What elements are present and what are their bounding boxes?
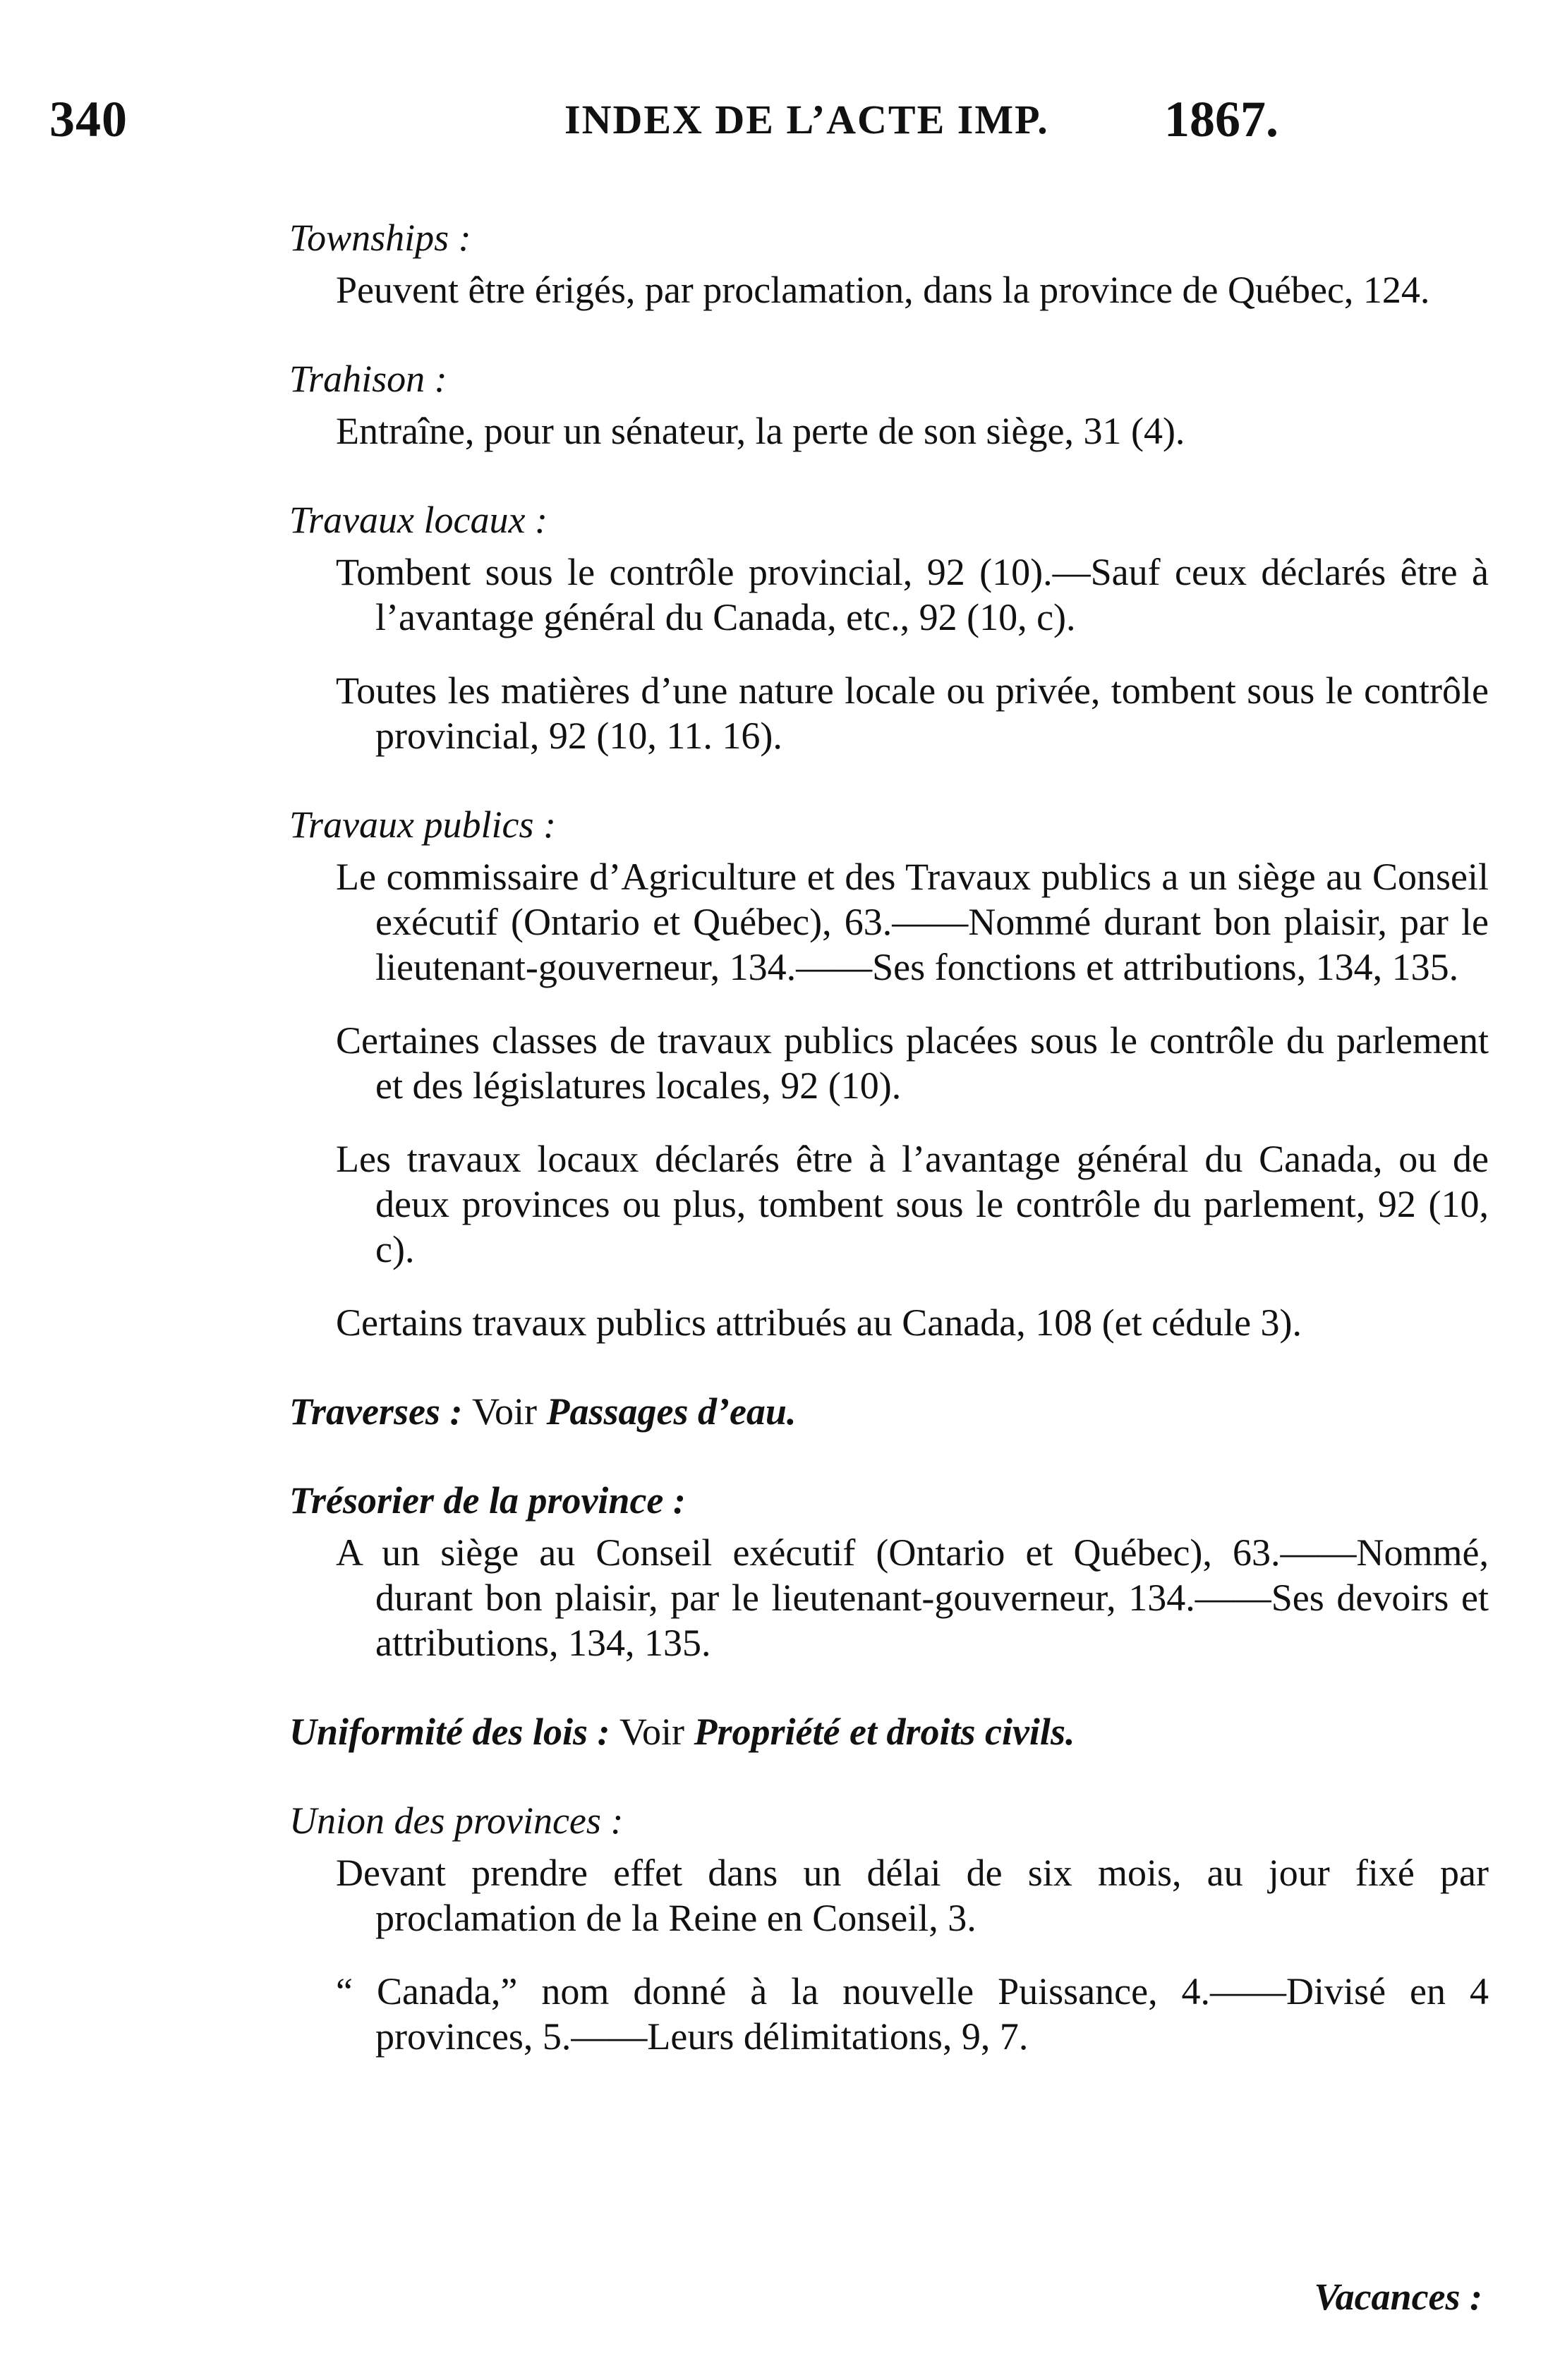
running-head-year: 1867. xyxy=(1164,91,1278,147)
see-label: Voir xyxy=(619,1711,685,1753)
entry-heading-cross-reference xyxy=(289,1709,1489,1754)
entry-heading-cross-reference xyxy=(289,1389,1489,1434)
index-entries xyxy=(289,215,1489,2103)
entry-heading-text: Trésorier de la province : xyxy=(289,1479,686,1522)
entry-paragraph: Les travaux locaux déclarés être à l’avantage général du Canada, ou de deux provinces ou plus, tombent sous le contrôle du parlement, 92 (10, c). xyxy=(336,1138,1489,1270)
catchword: Vacances : xyxy=(1314,2276,1482,2318)
entry-paragraph: Peuvent être érigés, par proclamation, dans la province de Québec, 124. xyxy=(336,269,1430,311)
index-entry-townships xyxy=(289,215,1489,312)
entry-heading: Trahison : xyxy=(289,358,447,400)
see-label: Voir xyxy=(471,1390,537,1433)
index-entry-union xyxy=(289,1798,1489,2059)
entry-paragraph: Certains travaux publics attribués au Canada, 108 (et cédule 3). xyxy=(336,1301,1302,1344)
entry-paragraph: “ Canada,” nom donné à la nouvelle Puissance, 4.——Divisé en 4 provinces, 5.——Leurs délimitations, 9, 7. xyxy=(336,1970,1489,2058)
running-head: INDEX DE L’ACTE IMP. xyxy=(564,97,1049,142)
entry-heading: Townships : xyxy=(289,217,471,259)
index-entry-trahison xyxy=(289,356,1489,454)
entry-paragraph: Certaines classes de travaux publics placées sous le contrôle du parlement et des législatures locales, 92 (10). xyxy=(336,1019,1489,1107)
entry-heading: Union des provinces : xyxy=(289,1799,624,1842)
index-entry-uniformite xyxy=(289,1709,1489,1754)
entry-paragraph: Toutes les matières d’une nature locale ou privée, tombent sous le contrôle provincial, 92 (10, 11. 16). xyxy=(336,669,1489,757)
entry-heading: Uniformité des lois : xyxy=(289,1711,610,1753)
cross-reference-link: Passages d’eau. xyxy=(546,1390,797,1433)
page-header xyxy=(49,90,1489,154)
entry-paragraph: Devant prendre effet dans un délai de six mois, au jour fixé par proclamation de la Reine en Conseil, 3. xyxy=(336,1852,1489,1939)
entry-paragraph: Tombent sous le contrôle provincial, 92 (10).—Sauf ceux déclarés être à l’avantage général du Canada, etc., 92 (10, c). xyxy=(336,551,1489,638)
page-number: 340 xyxy=(49,91,128,147)
entry-heading xyxy=(289,1478,1489,1523)
index-entry-tresorier xyxy=(289,1478,1489,1665)
entry-paragraph: A un siège au Conseil exécutif (Ontario et Québec), 63.——Nommé, durant bon plaisir, par le lieutenant-gouverneur, 134.——Ses devoirs et attributions, 134, 135. xyxy=(336,1531,1489,1664)
entry-heading: Travaux publics : xyxy=(289,803,556,846)
entry-heading: Travaux locaux : xyxy=(289,499,548,541)
entry-heading: Traverses : xyxy=(289,1390,463,1433)
entry-paragraph: Entraîne, pour un sénateur, la perte de son siège, 31 (4). xyxy=(336,410,1185,452)
index-entry-traverses xyxy=(289,1389,1489,1434)
entry-paragraph: Le commissaire d’Agriculture et des Travaux publics a un siège au Conseil exécutif (Ontario et Québec), 63.——Nommé durant bon plaisir, par le lieutenant-gouverneur, 134.——Ses fonctions et attributions, 134, 135. xyxy=(336,856,1489,988)
index-entry-travaux-locaux xyxy=(289,497,1489,758)
cross-reference-link: Propriété et droits civils. xyxy=(694,1711,1075,1753)
index-entry-travaux-publics xyxy=(289,802,1489,1345)
